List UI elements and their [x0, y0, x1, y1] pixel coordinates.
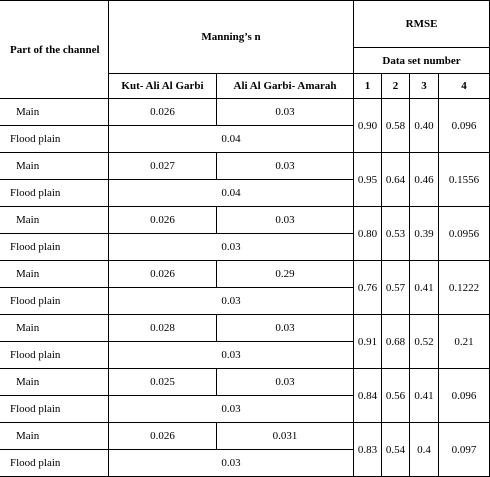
rmse-set-4: 0.096 — [439, 369, 490, 423]
header-set-4: 4 — [439, 74, 490, 99]
manning-n-ali-al-garbi-amarah: 0.03 — [217, 153, 354, 180]
table-row-main — [0, 261, 490, 288]
flood-plain-label: Flood plain — [0, 450, 109, 477]
rmse-set-1: 0.90 — [354, 99, 382, 153]
manning-n-flood-plain: 0.03 — [109, 234, 354, 261]
main-label: Main — [0, 99, 109, 126]
manning-n-kut-ali-al-garbi: 0.028 — [109, 315, 217, 342]
manning-n-kut-ali-al-garbi: 0.026 — [109, 261, 217, 288]
main-label: Main — [0, 153, 109, 180]
rmse-set-4: 0.21 — [439, 315, 490, 369]
manning-n-flood-plain: 0.03 — [109, 288, 354, 315]
rmse-set-2: 0.68 — [382, 315, 410, 369]
main-label: Main — [0, 315, 109, 342]
rmse-set-1: 0.76 — [354, 261, 382, 315]
header-set-2: 2 — [382, 74, 410, 99]
manning-n-kut-ali-al-garbi: 0.025 — [109, 369, 217, 396]
table-row-main — [0, 423, 490, 450]
flood-plain-label: Flood plain — [0, 396, 109, 423]
rmse-set-3: 0.52 — [410, 315, 439, 369]
flood-plain-label: Flood plain — [0, 126, 109, 153]
main-label: Main — [0, 207, 109, 234]
rmse-set-1: 0.91 — [354, 315, 382, 369]
rmse-set-1: 0.80 — [354, 207, 382, 261]
main-label: Main — [0, 369, 109, 396]
flood-plain-label: Flood plain — [0, 288, 109, 315]
manning-n-kut-ali-al-garbi: 0.026 — [109, 207, 217, 234]
flood-plain-label: Flood plain — [0, 342, 109, 369]
manning-n-ali-al-garbi-amarah: 0.03 — [217, 369, 354, 396]
manning-n-ali-al-garbi-amarah: 0.03 — [217, 207, 354, 234]
manning-n-flood-plain: 0.03 — [109, 450, 354, 477]
header-set-1: 1 — [354, 74, 382, 99]
header-mannings-n: Manning’s n — [109, 1, 354, 74]
manning-n-kut-ali-al-garbi: 0.026 — [109, 99, 217, 126]
rmse-set-4: 0.1556 — [439, 153, 490, 207]
rmse-set-2: 0.57 — [382, 261, 410, 315]
table-row-main — [0, 99, 490, 126]
rmse-set-3: 0.4 — [410, 423, 439, 477]
header-reach-kut-ali-al-garbi: Kut- Ali Al Garbi — [109, 74, 217, 99]
rmse-set-3: 0.41 — [410, 369, 439, 423]
table-row-main — [0, 315, 490, 342]
header-rmse: RMSE — [354, 1, 490, 48]
rmse-set-2: 0.64 — [382, 153, 410, 207]
rmse-set-2: 0.53 — [382, 207, 410, 261]
rmse-set-4: 0.097 — [439, 423, 490, 477]
manning-n-flood-plain: 0.03 — [109, 396, 354, 423]
manning-n-kut-ali-al-garbi: 0.027 — [109, 153, 217, 180]
manning-n-flood-plain: 0.04 — [109, 180, 354, 207]
rmse-set-1: 0.83 — [354, 423, 382, 477]
manning-n-flood-plain: 0.04 — [109, 126, 354, 153]
main-label: Main — [0, 423, 109, 450]
table-row-main — [0, 369, 490, 396]
rmse-set-2: 0.56 — [382, 369, 410, 423]
flood-plain-label: Flood plain — [0, 180, 109, 207]
manning-n-ali-al-garbi-amarah: 0.03 — [217, 99, 354, 126]
rmse-set-1: 0.84 — [354, 369, 382, 423]
flood-plain-label: Flood plain — [0, 234, 109, 261]
rmse-set-3: 0.40 — [410, 99, 439, 153]
rmse-set-2: 0.54 — [382, 423, 410, 477]
rmse-set-4: 0.0956 — [439, 207, 490, 261]
rmse-set-2: 0.58 — [382, 99, 410, 153]
manning-n-ali-al-garbi-amarah: 0.03 — [217, 315, 354, 342]
rmse-set-3: 0.41 — [410, 261, 439, 315]
manning-n-flood-plain: 0.03 — [109, 342, 354, 369]
main-label: Main — [0, 261, 109, 288]
header-data-set-number: Data set number — [354, 48, 490, 74]
rmse-set-3: 0.46 — [410, 153, 439, 207]
table-row-main — [0, 153, 490, 180]
header-part-of-channel: Part of the channel — [0, 1, 109, 99]
rmse-set-3: 0.39 — [410, 207, 439, 261]
header-set-3: 3 — [410, 74, 439, 99]
header-reach-ali-al-garbi-amarah: Ali Al Garbi- Amarah — [217, 74, 354, 99]
rmse-set-1: 0.95 — [354, 153, 382, 207]
manning-n-ali-al-garbi-amarah: 0.031 — [217, 423, 354, 450]
manning-n-kut-ali-al-garbi: 0.026 — [109, 423, 217, 450]
manning-n-ali-al-garbi-amarah: 0.29 — [217, 261, 354, 288]
rmse-set-4: 0.096 — [439, 99, 490, 153]
rmse-set-4: 0.1222 — [439, 261, 490, 315]
table-row-main — [0, 207, 490, 234]
